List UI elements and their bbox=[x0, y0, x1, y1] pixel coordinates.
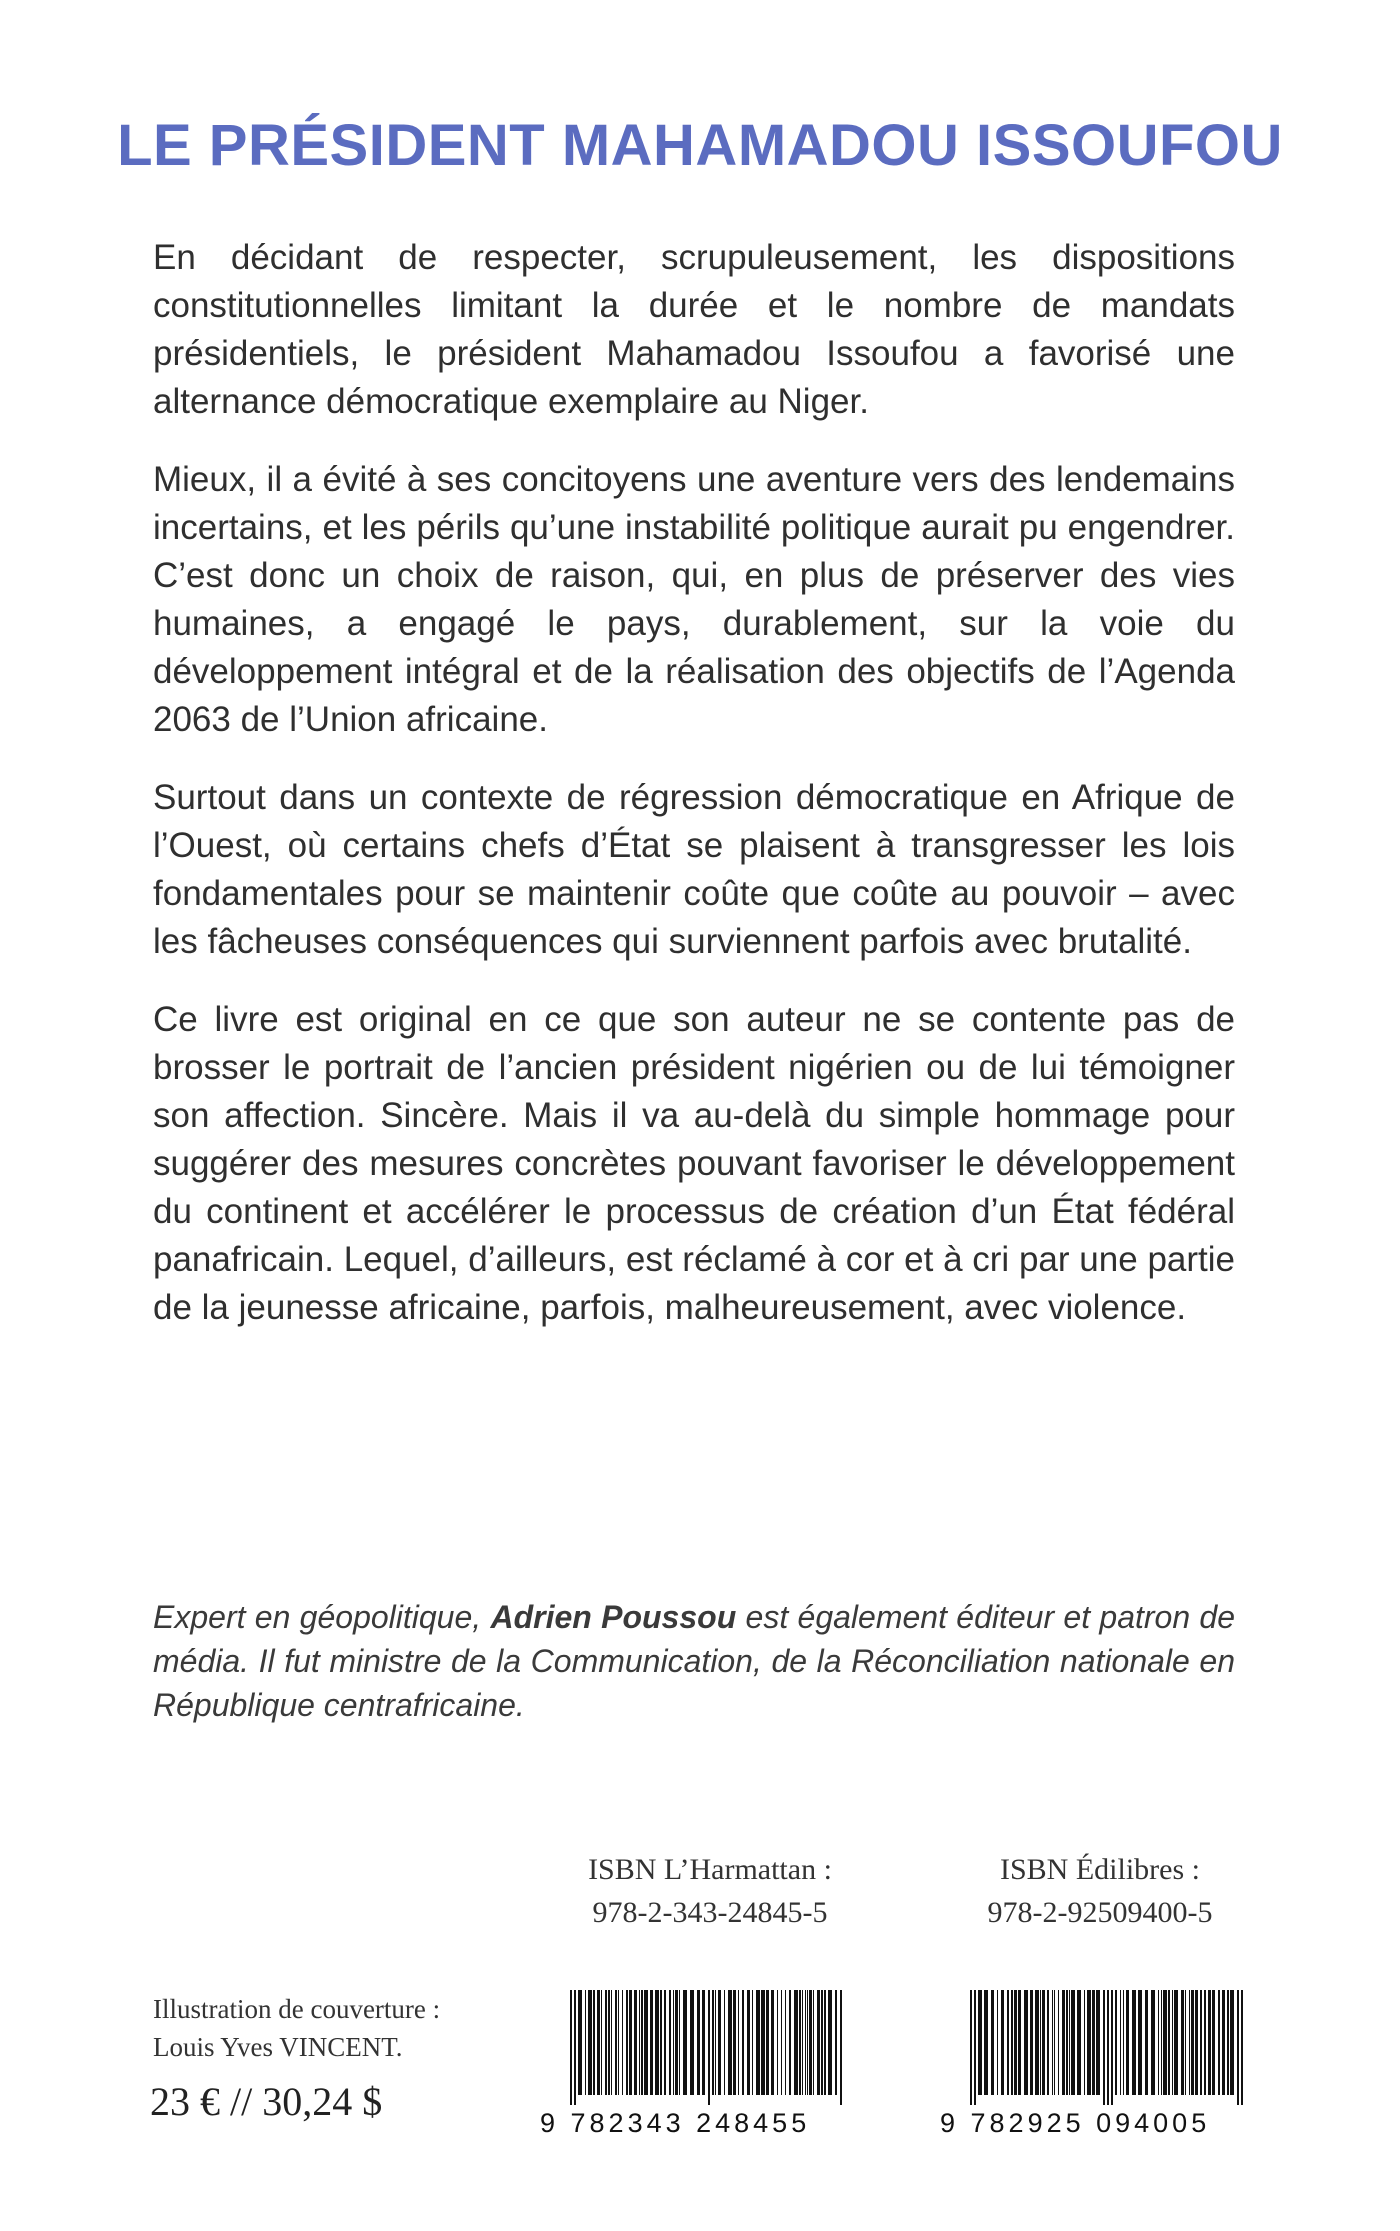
barcode-bar bbox=[991, 1990, 994, 2095]
barcode-bar bbox=[733, 1990, 736, 2095]
barcode-bar bbox=[1218, 1990, 1220, 2095]
barcode-bar bbox=[570, 1990, 572, 2105]
barcode-bar bbox=[1163, 1990, 1167, 2095]
barcode-bar bbox=[1123, 1990, 1124, 2095]
barcode-bar bbox=[1062, 1990, 1065, 2095]
barcode-bar bbox=[679, 1990, 680, 2095]
barcode-bar bbox=[835, 1990, 837, 2095]
price: 23 € // 30,24 $ bbox=[150, 2079, 383, 2124]
barcode-bar bbox=[840, 1990, 842, 2105]
barcode-bar bbox=[1084, 1990, 1085, 2095]
book-title: LE PRÉSIDENT MAHAMADOU ISSOUFOU bbox=[117, 113, 1283, 178]
paragraph-1: En décidant de respecter, scrupuleusement, les dispositions constitutionnelles limitant la durée et le nombre de mandats présidentiels, le président Mahamadou Issoufou a favorisé une alternance démocratique exemplaire au Niger. bbox=[153, 238, 1235, 421]
barcode-bar bbox=[1172, 1990, 1173, 2095]
barcode-bar bbox=[742, 1990, 744, 2095]
barcode-bar bbox=[1058, 1990, 1059, 2095]
barcode-bar bbox=[1096, 1990, 1100, 2095]
barcode-bar bbox=[761, 1990, 765, 2095]
barcode-harmattan-bars bbox=[570, 1990, 845, 2105]
barcode-harmattan-digits: 9 782343 248455 bbox=[540, 2108, 811, 2138]
barcode-bar bbox=[1227, 1990, 1229, 2095]
barcode-bar bbox=[708, 1990, 710, 2105]
barcode-bar bbox=[1103, 1990, 1105, 2105]
barcode-bar bbox=[1042, 1990, 1045, 2095]
barcode-bar bbox=[817, 1990, 820, 2095]
barcode-bar bbox=[978, 1990, 982, 2095]
barcode-bar bbox=[1151, 1990, 1155, 2095]
barcode-bar bbox=[728, 1990, 732, 2095]
isbn-edilibres-number: 978-2-92509400-5 bbox=[987, 1896, 1213, 1929]
barcode-bar bbox=[608, 1990, 610, 2095]
barcode-bar bbox=[805, 1990, 806, 2095]
barcode-bar bbox=[1069, 1990, 1070, 2095]
barcode-bar bbox=[1107, 1990, 1109, 2105]
barcode-bar bbox=[611, 1990, 612, 2095]
barcode-bar bbox=[1222, 1990, 1225, 2095]
barcode-bar bbox=[615, 1990, 617, 2095]
barcode-bar bbox=[1195, 1990, 1198, 2095]
barcode-bar bbox=[605, 1990, 607, 2095]
credit-label: Illustration de couverture : bbox=[153, 1994, 441, 2024]
barcode-bar bbox=[1001, 1990, 1004, 2095]
barcode-bar bbox=[1054, 1990, 1055, 2095]
barcode-bar bbox=[997, 1990, 998, 2095]
barcode-bar bbox=[641, 1990, 643, 2095]
author-name: Adrien Poussou bbox=[490, 1599, 737, 1635]
bio-rest: est également éditeur et patron de média. Il fut ministre de la Communication, de la Réconciliation nationale en République centrafricaine. bbox=[153, 1599, 1236, 1723]
barcode-bar bbox=[1007, 1990, 1009, 2095]
barcode-bar bbox=[660, 1990, 662, 2095]
barcode-bar bbox=[1237, 1990, 1239, 2105]
barcode-bar bbox=[593, 1990, 595, 2095]
barcode-bar bbox=[807, 1990, 808, 2095]
barcode-bar bbox=[1024, 1990, 1028, 2095]
barcode-bar bbox=[1189, 1990, 1190, 2095]
barcode-bar bbox=[664, 1990, 666, 2095]
barcode-bar bbox=[629, 1990, 632, 2095]
barcode-bar bbox=[702, 1990, 705, 2095]
barcode-bar bbox=[1040, 1990, 1041, 2095]
isbn-edilibres bbox=[950, 1848, 1250, 1934]
bio-intro: Expert en géopolitique, bbox=[153, 1599, 491, 1635]
credit-artist: Louis Yves VINCENT. bbox=[153, 2032, 403, 2062]
barcode-bar bbox=[1212, 1990, 1215, 2095]
barcode-bar bbox=[644, 1990, 648, 2095]
barcode-bar bbox=[752, 1990, 753, 2095]
barcode-bar bbox=[601, 1990, 602, 2095]
barcode-bar bbox=[1087, 1990, 1091, 2095]
barcode-bar bbox=[747, 1990, 750, 2095]
barcode-bar bbox=[675, 1990, 678, 2095]
barcode-bar bbox=[756, 1990, 760, 2095]
barcode-bar bbox=[574, 1990, 576, 2105]
barcode-bar bbox=[1126, 1990, 1129, 2095]
barcode-bar bbox=[1071, 1990, 1075, 2095]
barcode-bar bbox=[622, 1990, 623, 2095]
barcode-bar bbox=[821, 1990, 823, 2095]
barcode-bar bbox=[970, 1990, 972, 2105]
barcode-harmattan bbox=[540, 1990, 875, 2140]
barcode-bar bbox=[1241, 1990, 1243, 2105]
barcode-bar bbox=[697, 1990, 700, 2095]
barcode-bar bbox=[1115, 1990, 1117, 2095]
barcode-bar bbox=[813, 1990, 814, 2095]
barcode-bar bbox=[673, 1990, 674, 2095]
barcode-bar bbox=[777, 1990, 778, 2095]
barcode-bar bbox=[715, 1990, 716, 2095]
barcode-bar bbox=[738, 1990, 739, 2095]
barcode-bar bbox=[1138, 1990, 1142, 2095]
barcode-bar bbox=[1204, 1990, 1206, 2095]
barcode-bar bbox=[1145, 1990, 1148, 2095]
barcode-bar bbox=[588, 1990, 592, 2095]
barcode-bar bbox=[785, 1990, 786, 2095]
barcode-bar bbox=[984, 1990, 988, 2095]
barcode-bar bbox=[1230, 1990, 1234, 2095]
barcode-bar bbox=[618, 1990, 619, 2095]
barcode-bar bbox=[1047, 1990, 1049, 2095]
paragraph-4: Ce livre est original en ce que son auteur ne se contente pas de brosser le portrait de l’ancien président nigérien ou de lui témoigner son affection. Sincère. Mais il va au-delà du simple hommage pour suggérer des mesures concrètes pouvant favoriser le développement du continent et accélérer le processus de création d’un État fédéral panafricain. Lequel, d’ailleurs, est réclamé à cor et à cri par une partie de la jeunesse africaine, parfois, malheureusement, avec violence. bbox=[153, 1000, 1235, 1327]
barcode-bar bbox=[690, 1990, 694, 2095]
barcode-bar bbox=[1174, 1990, 1178, 2095]
barcode-bar bbox=[639, 1990, 640, 2095]
barcode-bar bbox=[1120, 1990, 1121, 2095]
isbn-harmattan bbox=[560, 1848, 860, 1934]
barcode-bar bbox=[1185, 1990, 1186, 2095]
barcode-bar bbox=[650, 1990, 653, 2095]
barcode-edilibres-bars bbox=[970, 1990, 1245, 2105]
barcode-bar bbox=[1181, 1990, 1184, 2095]
barcode-bar bbox=[1014, 1990, 1017, 2095]
barcode-bar bbox=[634, 1990, 637, 2095]
barcode-edilibres-digits: 9 782925 094005 bbox=[940, 2108, 1211, 2138]
barcode-bar bbox=[799, 1990, 801, 2095]
barcode-bar bbox=[1161, 1990, 1162, 2095]
barcode-bar bbox=[1030, 1990, 1033, 2095]
barcode-bar bbox=[1035, 1990, 1039, 2095]
barcode-bar bbox=[1092, 1990, 1095, 2095]
barcode-bar bbox=[585, 1990, 586, 2095]
barcode-bar bbox=[724, 1990, 725, 2095]
barcode-bar bbox=[766, 1990, 769, 2095]
barcode-bar bbox=[1052, 1990, 1053, 2095]
paragraph-3: Surtout dans un contexte de régression démocratique en Afrique de l’Ouest, où certains chefs d’État se plaisent à transgresser les lois fondamentales pour se maintenir coûte que coûte au pouvoir – avec les fâcheuses conséquences qui surviennent parfois avec brutalité. bbox=[153, 778, 1235, 961]
barcode-bar bbox=[1111, 1990, 1113, 2105]
barcode-bar bbox=[974, 1990, 976, 2105]
barcode-edilibres bbox=[940, 1990, 1275, 2140]
barcode-bar bbox=[824, 1990, 826, 2095]
barcode-bar bbox=[1077, 1990, 1081, 2095]
barcode-bar bbox=[1066, 1990, 1068, 2095]
isbn-harmattan-number: 978-2-343-24845-5 bbox=[592, 1896, 828, 1929]
barcode-bar bbox=[578, 1990, 582, 2095]
paragraph-2: Mieux, il a évité à ses concitoyens une aventure vers des lendemains incertains, et les périls qu’une instabilité politique aurait pu engendrer. C’est donc un choix de raison, qui, en plus de préserver des vies humaines, a engagé le pays, durablement, sur la voie du développement intégral et de la réalisation des objectifs de l’Agenda 2063 de l’Union africaine. bbox=[153, 460, 1235, 739]
isbn-edilibres-label: ISBN Édilibres : bbox=[1000, 1853, 1200, 1886]
barcode-bar bbox=[597, 1990, 600, 2095]
barcode-bar bbox=[1158, 1990, 1159, 2095]
barcode-bar bbox=[794, 1990, 798, 2095]
barcode-bar bbox=[655, 1990, 659, 2095]
barcode-bar bbox=[718, 1990, 721, 2095]
barcode-bar bbox=[712, 1990, 714, 2095]
barcode-bar bbox=[771, 1990, 774, 2095]
barcode-bar bbox=[1132, 1990, 1136, 2095]
barcode-bar bbox=[828, 1990, 832, 2095]
author-bio bbox=[153, 1595, 1235, 1727]
barcode-bar bbox=[626, 1990, 628, 2095]
isbn-harmattan-label: ISBN L’Harmattan : bbox=[588, 1853, 832, 1886]
barcode-bar bbox=[683, 1990, 687, 2095]
barcode-bar bbox=[781, 1990, 782, 2095]
back-cover-text bbox=[153, 234, 1235, 1332]
barcode-bar bbox=[1011, 1990, 1013, 2095]
barcode-bar bbox=[1208, 1990, 1211, 2095]
barcode-bar bbox=[802, 1990, 803, 2095]
barcode-bar bbox=[809, 1990, 812, 2095]
barcode-bar bbox=[1200, 1990, 1202, 2095]
barcode-bar bbox=[1168, 1990, 1170, 2095]
barcode-bar bbox=[1191, 1990, 1194, 2095]
barcode-bar bbox=[789, 1990, 791, 2095]
barcode-bar bbox=[669, 1990, 671, 2095]
cover-illustration-credit bbox=[153, 1990, 440, 2066]
barcode-bar bbox=[1018, 1990, 1021, 2095]
